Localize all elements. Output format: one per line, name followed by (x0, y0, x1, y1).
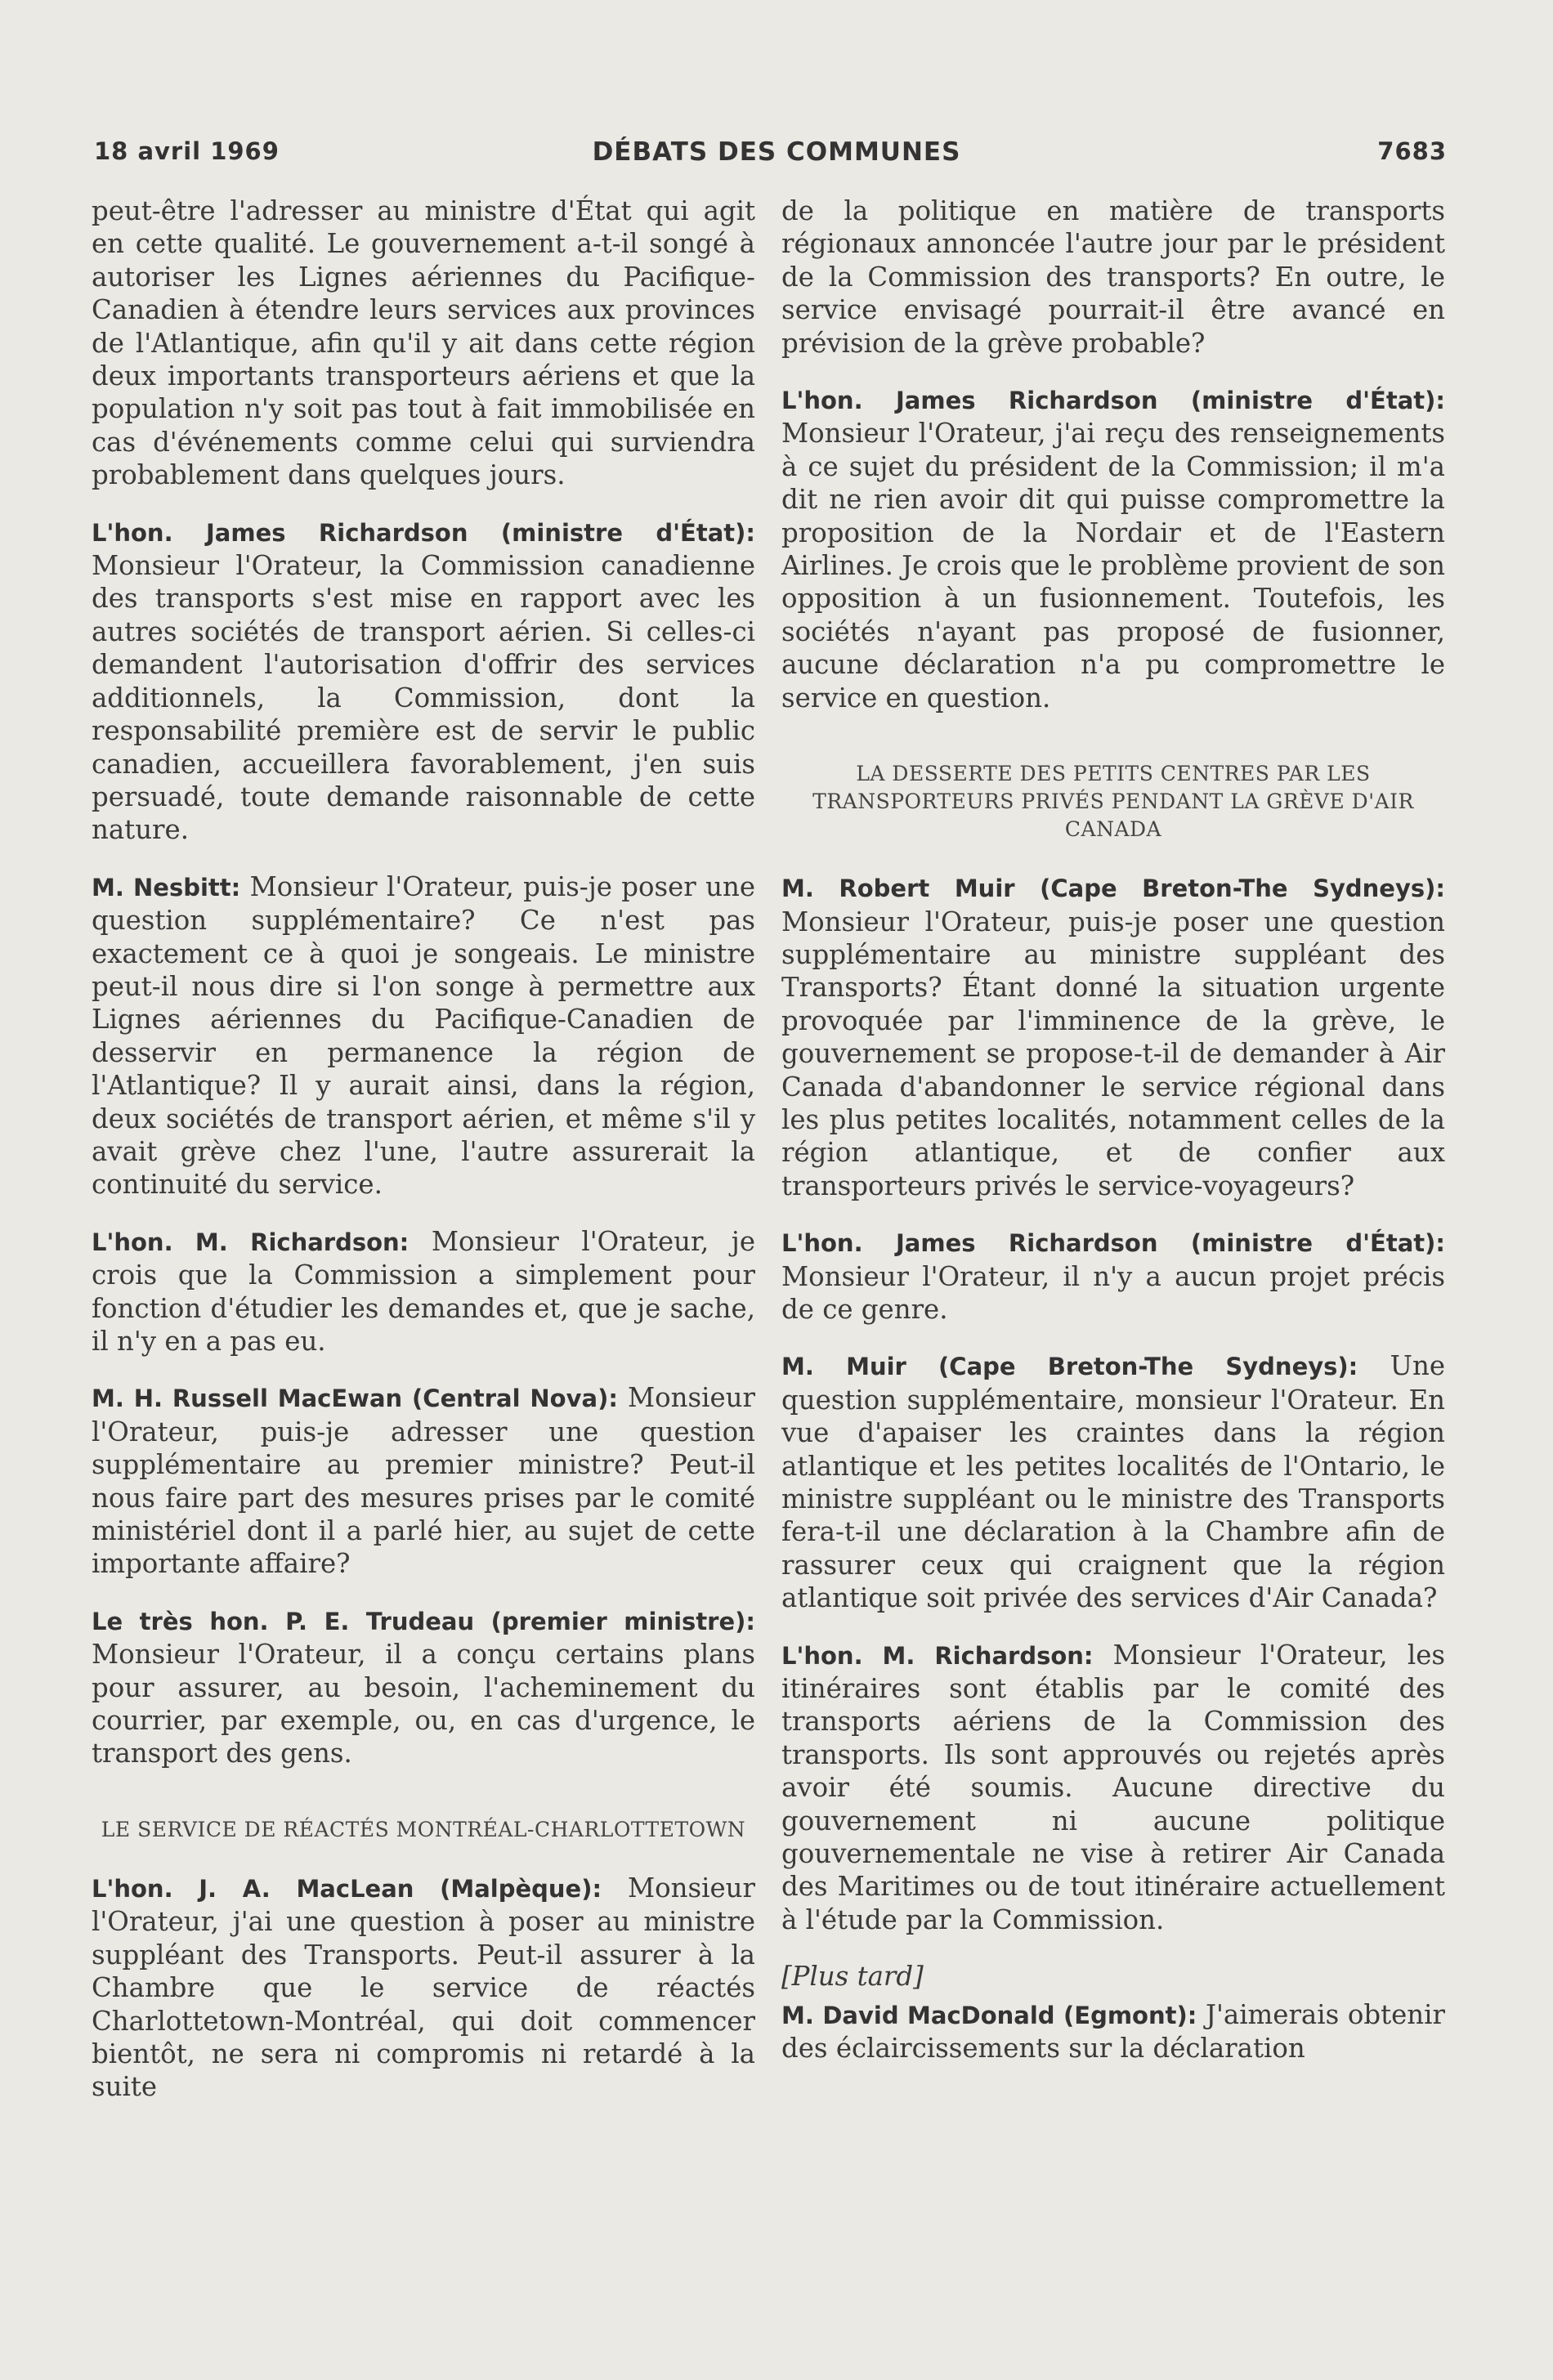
paragraph (92, 1225, 755, 1358)
paragraph (92, 1381, 755, 1580)
speech-text: Monsieur l'Orateur, il a conçu certains plans pour assurer, au besoin, l'acheminement du courrier, par exemple, ou, en cas d'urgence, le transport des gens. (92, 1639, 755, 1769)
speech-text: Monsieur l'Orateur, la Commission canadienne des transports s'est mise en rapport avec les autres sociétés de transport aérien. Si celles-ci demandent l'autorisation d'offrir des services additionnels, la Commission, dont la responsabilité première est de servir le public canadien, accueillera favorablement, j'en suis persuadé, toute demande raisonnable de cette nature. (92, 550, 755, 846)
paragraph (781, 1639, 1445, 1937)
speech-text: Une question supplémentaire, monsieur l'Orateur. En vue d'apaiser les craintes dans la région atlantique et les petites localités de l'Ontario, le ministre suppléant ou le ministre des Transports fera-t-il une déclaration à la Chambre afin de rassurer ceux qui craignent que la région atlantique soit privée des services d'Air Canada? (781, 1350, 1446, 1614)
paragraph (92, 1604, 755, 1770)
paragraph (781, 1349, 1445, 1614)
speaker-name: L'hon. James Richardson (ministre d'État): (92, 518, 755, 547)
section-heading: LE SERVICE DE RÉACTÉS MONTRÉAL-CHARLOTTETOWN (101, 1817, 746, 1841)
paragraph: de la politique en matière de transports régionaux annoncée l'autre jour par le président de la Commission des transports? En outre, le service envisagé pourrait-il être avancé en prévision de la grève probable? (781, 195, 1445, 359)
speech-text: Monsieur l'Orateur, il n'y a aucun projet précis de ce genre. (781, 1260, 1445, 1325)
later-note: [Plus tard] (781, 1961, 924, 1993)
paragraph (781, 1226, 1445, 1326)
speaker-name: M. Muir (Cape Breton-The Sydneys): (781, 1353, 1358, 1381)
left-column (92, 195, 755, 2127)
page-title: DÉBATS DES COMMUNES (592, 137, 961, 167)
speaker-name: M. H. Russell MacEwan (Central Nova): (92, 1385, 618, 1413)
speech-text: Monsieur l'Orateur, puis-je adresser une question supplémentaire au premier ministre? Peut-il nous faire part des mesures prises par le comité ministériel dont il a parlé hier, au sujet de cette importante affaire? (92, 1382, 755, 1580)
speaker-name: M. Robert Muir (Cape Breton-The Sydneys): (781, 875, 1445, 903)
speech-text: Monsieur l'Orateur, j'ai reçu des renseignements à ce sujet du président de la Commission; il m'a dit ne rien avoir dit qui puisse compromettre la proposition de la Nordair et de l'Eastern Airlines. Je crois que le problème provient de son opposition à un fusionnement. Toutefois, les sociétés n'ayant pas proposé de fusionner, aucune déclaration n'a pu compromettre le service en question. (781, 418, 1445, 714)
speech-text: Monsieur l'Orateur, je crois que la Commission a simplement pour fonction d'étudier les demandes et, que je sache, il n'y en a pas eu. (92, 1225, 755, 1357)
speech-text: Monsieur l'Orateur, puis-je poser une question supplémentaire? Ce n'est pas exactement ce à quoi je songeais. Le ministre peut-il nous dire si l'on songe à permettre aux Lignes aériennes du Pacifique-Canadien de desservir en permanence la région de l'Atlantique? Il y aurait ainsi, dans la région, deux sociétés de transport aérien, et même s'il y avait grève chez l'une, l'autre assurerait la continuité du service. (92, 870, 755, 1201)
paragraph (781, 871, 1445, 1202)
speaker-name: L'hon. M. Richardson: (92, 1228, 410, 1256)
speaker-name: M. Nesbitt: (92, 873, 241, 901)
speech-text: Monsieur l'Orateur, puis-je poser une question supplémentaire au ministre suppléant des Transports? Étant donné la situation urgente provoquée par l'imminence de la grève, le gouvernement se propose-t-il de demander à Air Canada d'abandonner le service régional dans les plus petites localités, notamment celles de la région atlantique, et de confier aux transporteurs privés le service-voyageurs? (781, 906, 1445, 1201)
speaker-name: L'hon. James Richardson (ministre d'État): (781, 387, 1445, 415)
page-number: 7683 (1377, 137, 1447, 165)
paragraph (92, 870, 755, 1201)
right-column (781, 195, 1445, 2089)
speaker-name: L'hon. J. A. MacLean (Malpèque): (92, 1874, 602, 1903)
paragraph (781, 383, 1445, 714)
paragraph (781, 1998, 1445, 2065)
paragraph (92, 1872, 755, 2104)
speech-text: J'aimerais obtenir des éclaircissements sur la déclaration (781, 1998, 1445, 2065)
paragraph: peut-être l'adresser au ministre d'État qui agit en cette qualité. Le gouvernement a-t-il songé à autoriser les Lignes aériennes du Pacifique-Canadien à étendre leurs services aux provinces de l'Atlantique, afin qu'il y ait dans cette région deux importants transporteurs aériens et que la population n'y soit pas tout à fait immobilisée en cas d'événements comme celui qui surviendra probablement dans quelques jours. (92, 195, 755, 491)
page-date: 18 avril 1969 (94, 137, 280, 165)
speaker-name: M. David MacDonald (Egmont): (781, 2001, 1197, 2029)
speaker-name: L'hon. James Richardson (ministre d'État): (781, 1229, 1445, 1258)
speaker-name: Le très hon. P. E. Trudeau (premier ministre): (92, 1607, 755, 1635)
speech-text: Monsieur l'Orateur, j'ai une question à poser au ministre suppléant des Transports. Peut-il assurer à la Chambre que le service de réactés Charlottetown-Montréal, qui doit commencer bientôt, ne sera ni compromis ni retardé à la suite (92, 1872, 755, 2103)
paragraph (92, 516, 755, 847)
section-heading: LA DESSERTE DES PETITS CENTRES PAR LES TRANSPORTEURS PRIVÉS PENDANT LA GRÈVE D'AIR CANADA (812, 762, 1414, 842)
speech-text: Monsieur l'Orateur, les itinéraires sont établis par le comité des transports aériens de la Commission des transports. Ils sont approuvés ou rejetés après avoir été soumis. Aucune directive du gouvernement ni aucune politique gouvernementale ne vise à retirer Air Canada des Maritimes ou de tout itinéraire actuellement à l'étude par la Commission. (781, 1639, 1445, 1935)
speaker-name: L'hon. M. Richardson: (781, 1641, 1094, 1670)
